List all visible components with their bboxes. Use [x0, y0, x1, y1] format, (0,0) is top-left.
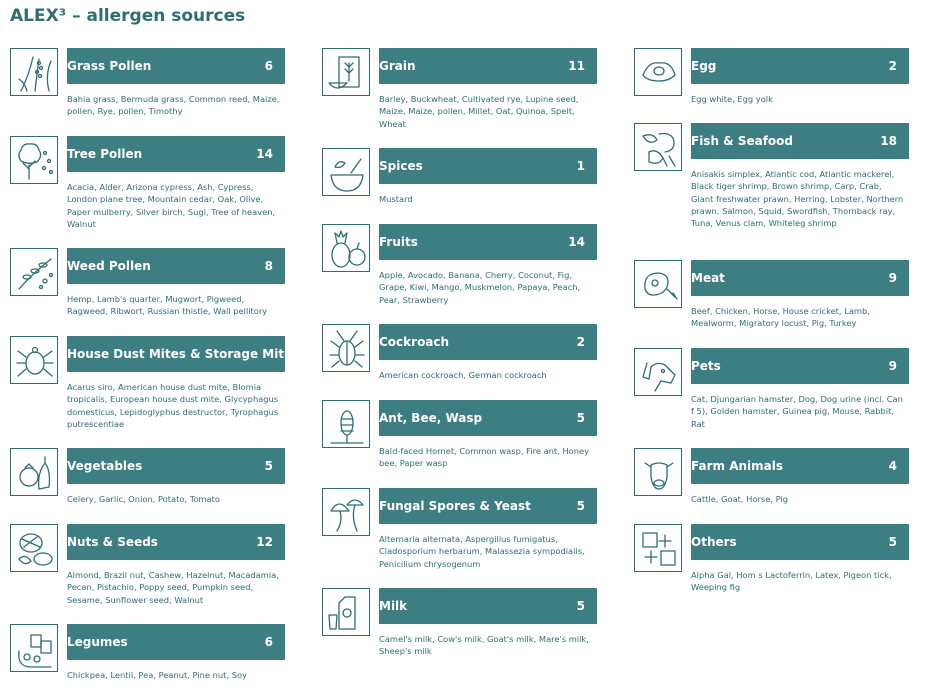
category-items: Alpha Gal, Hom s Lactoferrin, Latex, Pigeon tick, Weeping fig: [691, 570, 892, 593]
category-items: Bahia grass, Bermuda grass, Common reed, Maize, pollen, Rye, pollen, Timothy: [67, 94, 280, 117]
dog-icon: [634, 348, 682, 396]
category-count: 9: [888, 359, 897, 373]
category-count: 14: [568, 235, 585, 249]
category-label: Milk: [379, 599, 408, 613]
category-label: Legumes: [67, 635, 128, 649]
grass-pollen-icon: [10, 48, 58, 96]
category-count: 11: [568, 59, 585, 73]
nuts-icon: [10, 524, 58, 572]
category-count: 2: [576, 335, 585, 349]
tree-icon: [10, 136, 58, 184]
mortar-icon: [322, 148, 370, 196]
category-header: [67, 248, 285, 284]
category-count: 4: [888, 459, 897, 473]
category-count: 5: [576, 411, 585, 425]
category-count: 5: [576, 599, 585, 613]
category-count: 12: [256, 535, 273, 549]
category-items: Celery, Garlic, Onion, Potato, Tomato: [67, 494, 220, 504]
category-header: [691, 348, 909, 384]
category-label: Pets: [691, 359, 721, 373]
category-label: Others: [691, 535, 737, 549]
fruits-icon: [322, 224, 370, 272]
mite-icon: [10, 336, 58, 384]
category-items: Hemp, Lamb's quarter, Mugwort, Pigweed, Ragweed, Ribwort, Russian thistle, Wall pellitory: [67, 294, 268, 317]
bee-icon: [322, 400, 370, 448]
category-label: Grain: [379, 59, 416, 73]
category-header: [67, 136, 285, 172]
category-count: 8: [264, 259, 273, 273]
category-header: [67, 448, 285, 484]
category-items: Alternaria alternata, Aspergillus fumigatus, Cladosporium herbarum, Malassezia sympodialis, Penicilium chrysogenum: [379, 534, 585, 569]
category-items: Bald-faced Hornet, Common wasp, Fire ant, Honey bee, Paper wasp: [379, 446, 590, 469]
category-label: Egg: [691, 59, 717, 73]
category-label: Farm Animals: [691, 459, 783, 473]
category-label: Spices: [379, 159, 423, 173]
category-header: [691, 48, 909, 84]
category-items: Almond, Brazil nut, Cashew, Hazelnut, Macadamia, Pecan, Pistachio, Poppy seed, Pumpkin seed, Sesame, Sunflower seed, Walnut: [67, 570, 279, 605]
category-count: 18: [880, 134, 897, 148]
category-count: 7: [299, 347, 308, 361]
category-count: 6: [264, 635, 273, 649]
category-label: Ant, Bee, Wasp: [379, 411, 483, 425]
category-count: 2: [888, 59, 897, 73]
category-label: Tree Pollen: [67, 147, 143, 161]
category-label: Weed Pollen: [67, 259, 151, 273]
page-title: ALEX³ – allergen sources: [10, 6, 246, 26]
category-header: [379, 224, 597, 260]
category-label: Meat: [691, 271, 725, 285]
milk-icon: [322, 588, 370, 636]
category-count: 5: [264, 459, 273, 473]
category-header: [67, 336, 308, 372]
category-items: Cattle, Goat, Horse, Pig: [691, 494, 789, 504]
category-label: Fungal Spores & Yeast: [379, 499, 531, 513]
category-header: [691, 123, 909, 159]
category-items: Apple, Avocado, Banana, Cherry, Coconut, Fig, Grape, Kiwi, Mango, Muskmelon, Papaya, Peach, Pear, Strawberry: [379, 270, 581, 305]
category-label: Fruits: [379, 235, 418, 249]
category-label: Cockroach: [379, 335, 450, 349]
category-header: [379, 148, 597, 184]
category-items: Mustard: [379, 194, 413, 204]
category-count: 6: [264, 59, 273, 73]
category-header: [379, 588, 597, 624]
category-label: Fish & Seafood: [691, 134, 793, 148]
grain-icon: [322, 48, 370, 96]
category-header: [67, 524, 285, 560]
category-header: [379, 48, 597, 84]
category-count: 5: [576, 499, 585, 513]
fish-seafood-icon: [634, 123, 682, 171]
vegetables-icon: [10, 448, 58, 496]
category-label: Nuts & Seeds: [67, 535, 158, 549]
category-header: [379, 324, 597, 360]
category-label: Grass Pollen: [67, 59, 152, 73]
category-count: 14: [256, 147, 273, 161]
category-header: [379, 400, 597, 436]
category-count: 9: [888, 271, 897, 285]
legumes-icon: [10, 624, 58, 672]
category-header: [379, 488, 597, 524]
weed-pollen-icon: [10, 248, 58, 296]
category-header: [691, 524, 909, 560]
category-items: Cat, Djungarian hamster, Dog, Dog urine (incl. Can f 5), Golden hamster, Guinea pig, Mouse, Rabbit, Rat: [691, 394, 903, 429]
category-items: Egg white, Egg yolk: [691, 94, 773, 104]
meat-icon: [634, 260, 682, 308]
mushroom-icon: [322, 488, 370, 536]
egg-icon: [634, 48, 682, 96]
category-count: 1: [576, 159, 585, 173]
category-items: Beef, Chicken, Horse, House cricket, Lamb, Mealworm, Migratory locust, Pig, Turkey: [691, 306, 870, 329]
category-header: [67, 48, 285, 84]
category-items: Camel's milk, Cow's milk, Goat's milk, Mare's milk, Sheep's milk: [379, 634, 589, 657]
category-header: [691, 448, 909, 484]
category-label: House Dust Mites & Storage Mites: [67, 347, 300, 361]
category-header: [67, 624, 285, 660]
category-items: Anisakis simplex, Atlantic cod, Atlantic mackerel, Black tiger shrimp, Brown shrimp, Carp, Crab, Giant freshwater prawn, Herring, Lobster, Northern prawn, Salmon, Squid, Swordfish, Thornback ray, Tuna, Venus clam, Whiteleg shrimp: [691, 169, 904, 229]
category-items: Barley, Buckwheat, Cultivated rye, Lupine seed, Maize, Maize, pollen, Millet, Oat, Quinoa, Spelt, Wheat: [379, 94, 579, 129]
category-items: Chickpea, Lentil, Pea, Peanut, Pine nut, Soy: [67, 670, 247, 680]
category-items: Acacia, Alder, Arizona cypress, Ash, Cypress, London plane tree, Mountain cedar, Oak, Olive, Paper mulberry, Silver birch, Sugi, Tree of heaven, Walnut: [67, 182, 276, 229]
category-header: [691, 260, 909, 296]
cow-icon: [634, 448, 682, 496]
category-count: 5: [888, 535, 897, 549]
category-items: Acarus siro, American house dust mite, Blomia tropicalis, European house dust mite, Glycyphagus domesticus, Lepidoglyphus destructor, Tyrophagus putrescentiae: [67, 382, 279, 429]
category-items: American cockroach, German cockroach: [379, 370, 547, 380]
others-icon: [634, 524, 682, 572]
cockroach-icon: [322, 324, 370, 372]
category-label: Vegetables: [67, 459, 143, 473]
